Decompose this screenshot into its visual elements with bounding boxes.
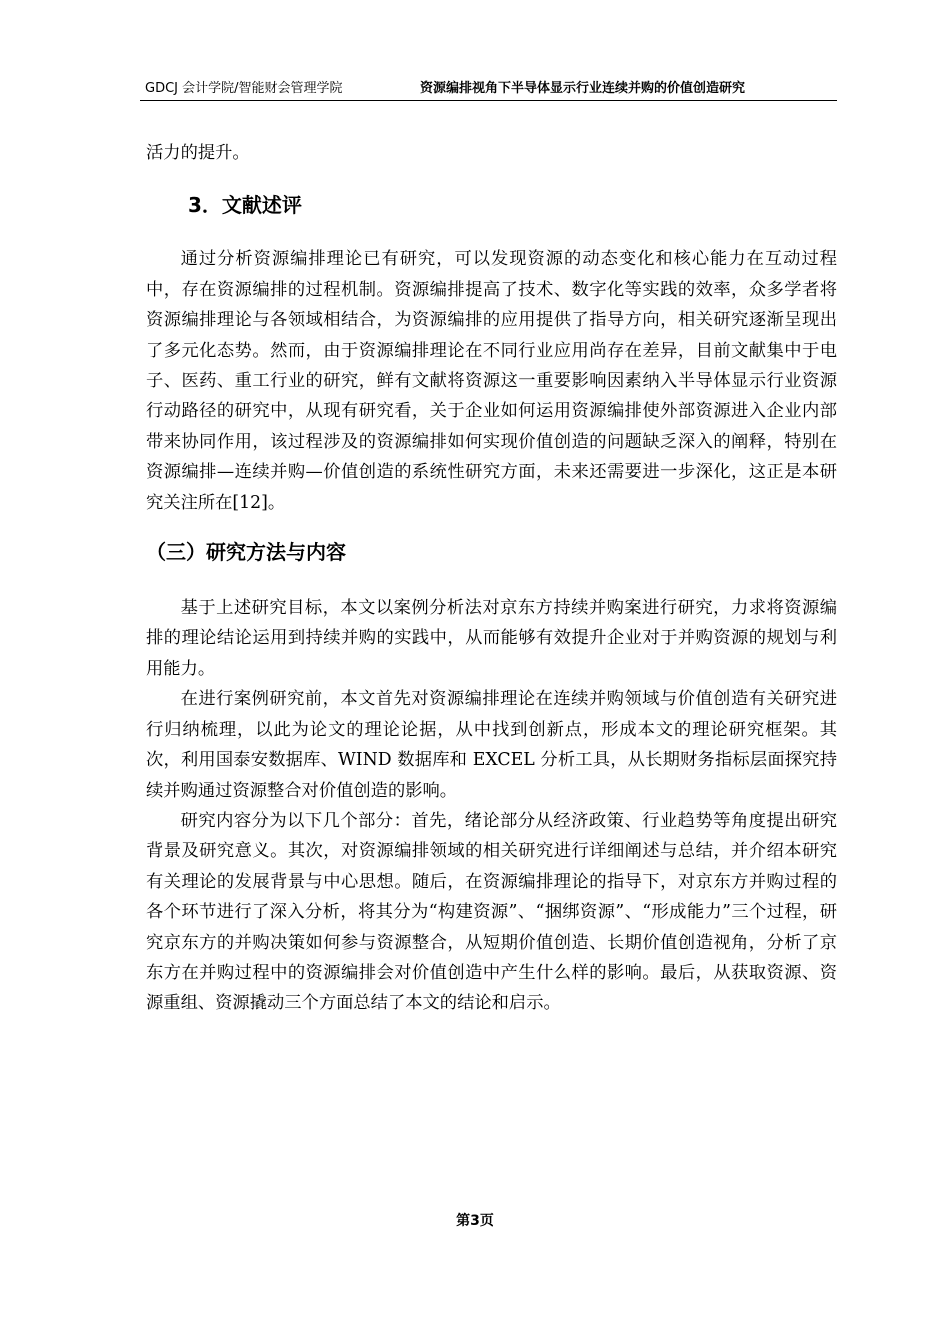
methods-paragraph-1: 基于上述研究目标，本文以案例分析法对京东方持续并购案进行研究，力求将资源编排的理论结论运用到持续并购的实践中，从而能够有效提升企业对于并购资源的规划与利用能力。 — [146, 598, 837, 679]
section-3-heading: 3．文献述评 — [188, 193, 302, 218]
main-content — [146, 138, 837, 1019]
methods-paragraph-3: 研究内容分为以下几个部分：首先，绪论部分从经济政策、行业趋势等角度提出研究背景及研究意义。其次，对资源编排领域的相关研究进行详细阐述与总结，并介绍本研究有关理论的发展背景与中心思想。随后，在资源编排理论的指导下，对京东方并购过程的各个环节进行了深入分析，将其分为“构建资源”、“捆绑资源”、“形成能力”三个过程，研究京东方的并购决策如何参与资源整合，从短期价值创造、长期价值创造视角，分析了京东方在并购过程中的资源编排会对价值创造中产生什么样的影响。最后，从获取资源、资源重组、资源撬动三个方面总结了本文的结论和启示。 — [146, 810, 837, 1014]
header-rule — [140, 100, 837, 101]
header-paper-title: 资源编排视角下半导体显示行业连续并购的价值创造研究 — [420, 81, 746, 96]
header-institution: GDCJ 会计学院/智能财会管理学院 — [145, 81, 343, 96]
page-header — [145, 78, 837, 100]
methods-paragraph-2: 在进行案例研究前，本文首先对资源编排理论在连续并购领域与价值创造有关研究进行归纳梳理，以此为论文的理论论据，从中找到创新点，形成本文的理论研究框架。其次，利用国泰安数据库、WIND 数据库和 EXCEL 分析工具，从长期财务指标层面探究持续并购通过资源整合对价值创造的影响。 — [146, 689, 837, 801]
section-methods-heading: （三）研究方法与内容 — [146, 540, 346, 565]
continuation-text: 活力的提升。 — [146, 143, 250, 163]
literature-review-paragraph: 通过分析资源编排理论已有研究，可以发现资源的动态变化和核心能力在互动过程中，存在资源编排的过程机制。资源编排提高了技术、数字化等实践的效率，众多学者将资源编排理论与各领域相结合，为资源编排的应用提供了指导方向，相关研究逐渐呈现出了多元化态势。然而，由于资源编排理论在不同行业应用尚存在差异，目前文献集中于电子、医药、重工行业的研究，鲜有文献将资源这一重要影响因素纳入半导体显示行业资源行动路径的研究中，从现有研究看，关于企业如何运用资源编排使外部资源进入企业内部带来协同作用，该过程涉及的资源编排如何实现价值创造的问题缺乏深入的阐释，特别在资源编排—连续并购—价值创造的系统性研究方面，未来还需要进一步深化，这正是本研究关注所在[12]。 — [146, 249, 837, 513]
page-number: 第3页 — [456, 1213, 494, 1229]
